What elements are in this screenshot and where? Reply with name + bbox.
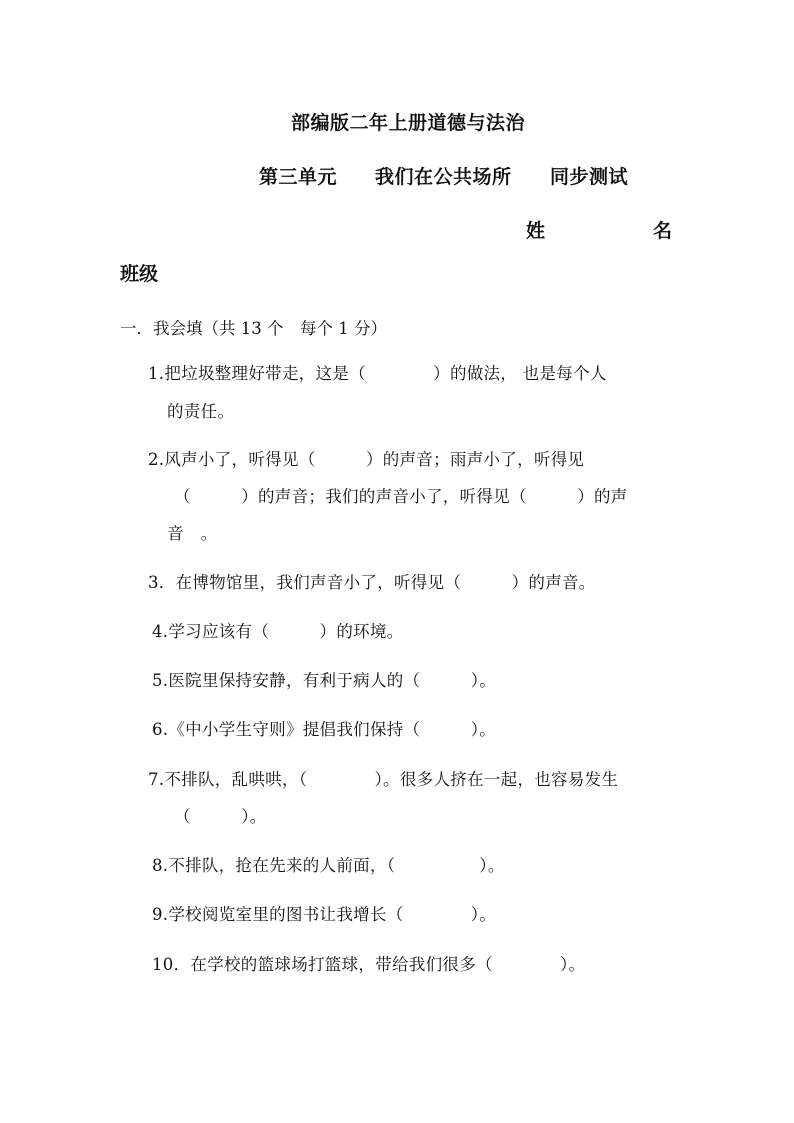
question-2-line-1: 2.风声小了，听得见（ ）的声音；雨声小了，听得见 (148, 450, 585, 469)
question-2-line-2: （ ）的声音；我们的声音小了，听得见（ ）的声 (174, 487, 628, 506)
section-heading: 一．我会填（共 13 个 每个 1 分） (120, 319, 387, 338)
question-1-line-1: 1.把垃圾整理好带走，这是（ ）的做法， 也是每个人 (148, 364, 607, 383)
question-7-line-1: 7.不排队，乱哄哄，（ ）。很多人挤在一起，也容易发生 (148, 770, 619, 789)
question-8-line-1: 8.不排队，抢在先来的人前面，（ ）。 (152, 856, 505, 875)
document-title: 部编版二年上册道德与法治 (291, 112, 526, 134)
name-label-char2: 名 (653, 220, 673, 242)
question-5-line-1: 5.医院里保持安静，有利于病人的（ ）。 (152, 671, 497, 690)
name-label-char1: 姓 (526, 220, 546, 242)
subtitle-unit: 第三单元 (259, 166, 338, 188)
question-4-line-1: 4.学习应该有（ ）的环境。 (152, 622, 404, 641)
question-2-line-3: 音 。 (167, 524, 218, 543)
class-label: 班级 (120, 263, 159, 285)
question-10-line-1: 10．在学校的篮球场打篮球，带给我们很多（ ）。 (152, 955, 586, 974)
question-6-line-1: 6.《中小学生守则》提倡我们保持（ ）。 (152, 720, 497, 739)
subtitle-topic: 我们在公共场所 (375, 166, 512, 188)
question-3-line-1: 3．在博物馆里，我们声音小了，听得见（ ）的声音。 (148, 573, 596, 592)
subtitle-test: 同步测试 (550, 166, 629, 188)
question-9-line-1: 9.学校阅览室里的图书让我增长（ ）。 (152, 905, 497, 924)
question-7-line-2: （ ）。 (174, 807, 267, 826)
question-1-line-2: 的责任。 (167, 402, 235, 421)
